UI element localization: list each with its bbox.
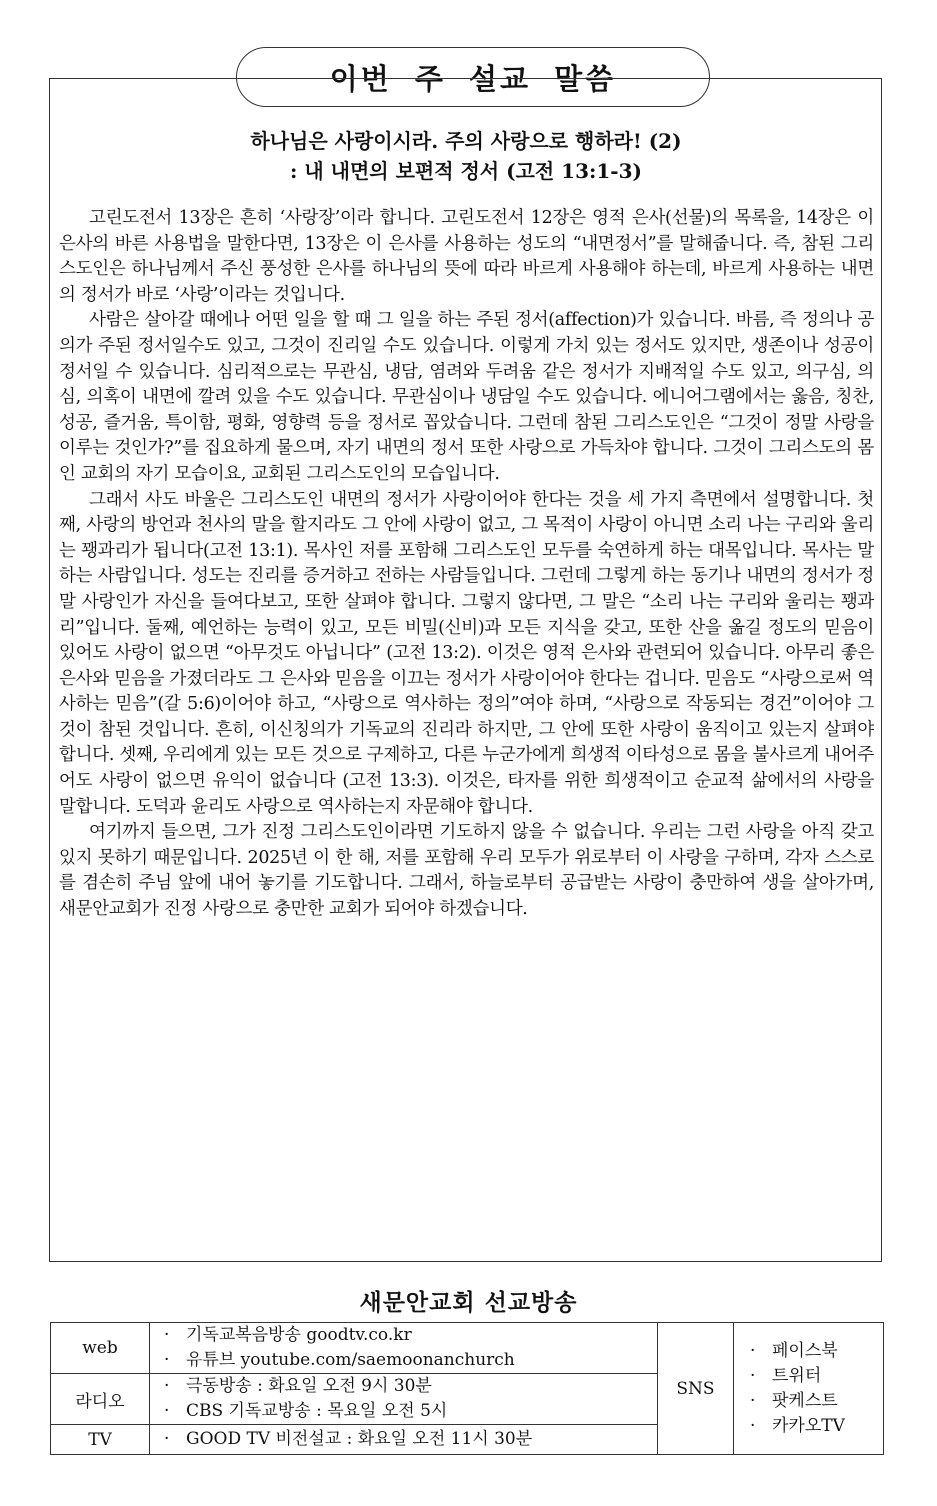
broadcast-item-text: 유튜브 youtube.com/saemoonanchurch [186,1350,515,1370]
sns-item [746,1339,883,1364]
bullet-icon: · [750,1390,756,1411]
broadcast-item-text: CBS 기독교방송 : 목요일 오전 5시 [186,1401,448,1421]
sermon-body [59,206,874,923]
sermon-paragraph-2: 사람은 살아갈 때에나 어떤 일을 할 때 그 일을 하는 주된 정서(affection)가 있습니다. 바름, 즉 정의나 공의가 주된 정서일수도 있고, 그것이 진리일 수도 있습니다. 이렇게 가치 있는 정서도 있지만, 생존이나 성공이 정서일 수 있습니다. 심리적으로는 무관심, 냉담, 염려와 두려움 같은 정서가 지배적일 수도 있고, 의구심, 의심, 의혹이 내면에 깔려 있을 수도 있습니다. 무관심이나 냉담일 수도 있습니다. 에니어그램에서는 옳음, 칭찬, 성공, 즐거움, 특이함, 평화, 영향력 등을 정서로 꼽았습니다. 그런데 참된 그리스도인은 “그것이 정말 사랑을 이루는 것인가?”를 집요하게 물으며, 자기 내면의 정서 또한 사랑으로 가득차야 합니다. 그것이 그리스도의 몸인 교회의 자기 모습이요, 교회된 그리스도인의 모습입니다. [59,310,874,484]
bullet-icon: · [164,1325,170,1345]
sns-items [734,1323,884,1455]
bullet-icon: · [164,1376,170,1396]
broadcast-item [160,1323,657,1348]
broadcast-title: 새문안교회 선교방송 [359,1289,578,1316]
sns-item-text: 트위터 [772,1365,822,1386]
sns-item-text: 팟케스트 [772,1390,838,1411]
bullet-icon: · [164,1350,170,1370]
broadcast-item-text: GOOD TV 비전설교 : 화요일 오전 11시 30분 [186,1429,533,1449]
sermon-paragraph-3: 그래서 사도 바울은 그리스도인 내면의 정서가 사랑이어야 한다는 것을 세 가지 측면에서 설명합니다. 첫째, 사랑의 방언과 천사의 말을 할지라도 그 안에 사랑이 없고, 그 목적이 사랑이 아니면 소리 나는 구리와 울리는 꽹과리가 됩니다(고전 13:1). 목사인 저를 포함해 그리스도인 모두를 숙연하게 하는 대목입니다. 목사는 말하는 사람입니다. 성도는 진리를 증거하고 전하는 사람들입니다. 그런데 그렇게 하는 동기나 내면의 정서가 정말 사랑인가 자신을 들여다보고, 또한 살펴야 합니다. 그렇지 않다면, 그 말은 “소리 나는 구리와 울리는 꽹과리”입니다. 둘째, 예언하는 능력이 있고, 모든 비밀(신비)과 모든 지식을 갖고, 또한 산을 옮길 정도의 믿음이 있어도 사랑이 없으면 “아무것도 아닙니다” (고전 13:2). 이것은 영적 은사와 관련되어 있습니다. 아무리 좋은 은사와 믿음을 가졌더라도 그 은사와 믿음을 이끄는 정서가 사랑이어야 한다는 겁니다. 믿음도 “사랑으로써 역사하는 믿음”(갈 5:6)이어야 하고, “사랑으로 역사하는 정의”여야 하며, “사랑으로 작동되는 경건”이어야 그것이 참된 것입니다. 흔히, 이신칭의가 기독교의 진리라 하지만, 그 안에 또한 사랑이 움직이고 있는지 살펴야 합니다. 셋째, 우리에게 있는 모든 것으로 구제하고, 다른 누군가에게 희생적 이타성으로 몸을 불사르게 내어주어도 사랑이 없으면 유익이 없습니다 (고전 13:3). 이것은, 타자를 위한 희생적이고 순교적 삶에서의 사랑을 말합니다. 도덕과 윤리도 사랑으로 역사하는지 자문해야 합니다. [59,489,874,817]
sns-label: SNS [658,1323,734,1455]
sermon-title: 하나님은 사랑이시라. 주의 사랑으로 행하라! (2) [250,129,682,153]
sns-item-text: 페이스북 [772,1340,838,1361]
bullet-icon: · [750,1415,756,1436]
broadcast-table [50,1322,884,1455]
sns-item [746,1414,883,1439]
row-label-web: web [51,1323,150,1374]
sermon-paragraph-1: 고린도전서 13장은 흔히 ‘사랑장’이라 합니다. 고린도전서 12장은 영적 은사(선물)의 목록을, 14장은 이 은사의 바른 사용법을 말한다면, 13장은 이 은사를 사용하는 성도의 “내면정서”를 말해줍니다. 즉, 참된 그리스도인은 하나님께서 주신 풍성한 은사를 하나님의 뜻에 따라 바르게 사용해야 하는데, 바르게 사용하는 내면의 정서가 바로 ‘사랑’이라는 것입니다. [59,208,874,305]
broadcast-item-text: 기독교복음방송 goodtv.co.kr [186,1325,412,1345]
broadcast-row-web [51,1323,884,1374]
bullet-icon: · [164,1429,170,1449]
section-title: 이번 주 설교 말씀 [329,61,617,96]
broadcast-item [160,1427,657,1452]
bullet-icon: · [750,1365,756,1386]
row-label-tv: TV [51,1425,150,1455]
row-items-web [150,1323,658,1374]
broadcast-item-text: 극동방송 : 화요일 오전 9시 30분 [186,1376,432,1396]
sns-item [746,1389,883,1414]
sns-item-text: 카카오TV [772,1415,845,1436]
row-items-tv [150,1425,658,1455]
broadcast-item [160,1348,657,1373]
row-items-radio [150,1374,658,1425]
sermon-scripture-subtitle: : 내 내면의 보편적 정서 (고전 13:1-3) [290,159,642,183]
row-label-radio: 라디오 [51,1374,150,1425]
sns-item [746,1364,883,1389]
sermon-paragraph-4: 여기까지 들으면, 그가 진정 그리스도인이라면 기도하지 않을 수 없습니다. 우리는 그런 사랑을 아직 갖고 있지 못하기 때문입니다. 2025년 이 한 해, 저를 포함해 우리 모두가 위로부터 이 사랑을 구하며, 각자 스스로를 겸손히 주님 앞에 내어 놓기를 기도합니다. 그래서, 하늘로부터 공급받는 사랑이 충만하여 생을 살아가며, 새문안교회가 진정 사랑으로 충만한 교회가 되어야 하겠습니다. [59,822,874,920]
broadcast-item [160,1374,657,1399]
bullet-icon: · [750,1340,756,1361]
bullet-icon: · [164,1401,170,1421]
broadcast-item [160,1399,657,1424]
